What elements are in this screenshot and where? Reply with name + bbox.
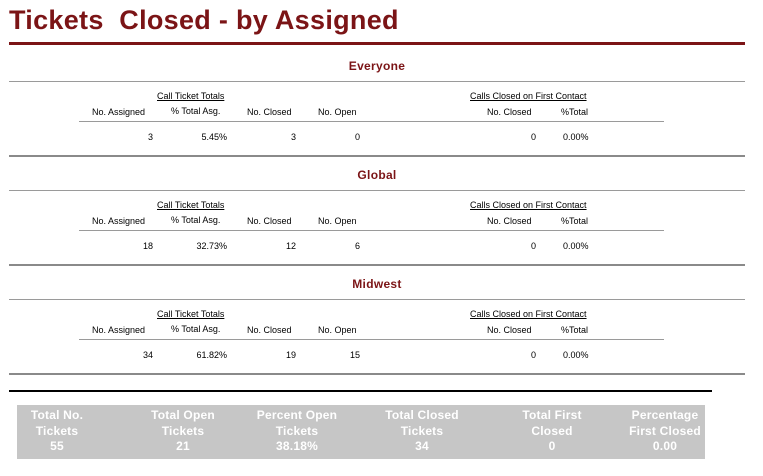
column-header-rule bbox=[79, 339, 664, 340]
summary-percent-open bbox=[245, 408, 349, 455]
value-pct-total-asg: 5.45% bbox=[201, 132, 227, 142]
summary-label-line1: Total No. bbox=[30, 408, 84, 422]
col-fc-no-closed: No. Closed bbox=[487, 216, 532, 226]
summary-total-open bbox=[138, 408, 228, 455]
report-title: Tickets Closed - by Assigned bbox=[9, 5, 399, 35]
col-no-open: No. Open bbox=[318, 216, 357, 226]
col-fc-pct-total: %Total bbox=[561, 107, 589, 117]
value-fc-pct: 0.00% bbox=[563, 241, 589, 251]
col-no-closed: No. Closed bbox=[247, 107, 292, 117]
summary-label-line2: Tickets bbox=[400, 423, 444, 438]
summary-label-line1: Total First bbox=[522, 408, 582, 422]
summary-value: 0 bbox=[548, 439, 556, 453]
summary-label-line2: Tickets bbox=[35, 423, 79, 438]
col-pct-total-asg: % Total Asg. bbox=[171, 215, 221, 225]
summary-value: 55 bbox=[50, 439, 64, 453]
summary-total-first-closed bbox=[507, 408, 597, 455]
summary-top-rule bbox=[9, 390, 712, 392]
group-section bbox=[9, 59, 745, 169]
value-fc-closed: 0 bbox=[530, 350, 536, 360]
group-section bbox=[9, 168, 745, 278]
col-no-open: No. Open bbox=[318, 107, 357, 117]
col-pct-total-asg: % Total Asg. bbox=[171, 106, 221, 116]
group-bottom-rule bbox=[9, 373, 745, 375]
col-no-assigned: No. Assigned bbox=[92, 216, 146, 226]
column-header-rule bbox=[79, 230, 664, 231]
group-bottom-rule bbox=[9, 264, 745, 266]
group-section bbox=[9, 277, 745, 387]
summary-value: 21 bbox=[176, 439, 190, 453]
value-fc-pct: 0.00% bbox=[563, 350, 589, 360]
col-fc-pct-total: %Total bbox=[561, 216, 589, 226]
col-no-assigned: No. Assigned bbox=[92, 325, 146, 335]
value-no-open: 6 bbox=[354, 241, 360, 251]
summary-label-line2: Tickets bbox=[161, 423, 205, 438]
group-name: Midwest bbox=[352, 277, 402, 291]
call-ticket-totals-heading: Call Ticket Totals bbox=[157, 200, 225, 210]
value-no-closed: 19 bbox=[285, 350, 296, 360]
col-fc-no-closed: No. Closed bbox=[487, 107, 532, 117]
summary-total-tickets bbox=[17, 408, 97, 455]
summary-label-line2: Closed bbox=[531, 423, 573, 438]
summary-label-line2: Tickets bbox=[275, 423, 319, 438]
col-no-closed: No. Closed bbox=[247, 325, 292, 335]
group-bottom-rule bbox=[9, 155, 745, 157]
col-fc-pct-total: %Total bbox=[561, 325, 589, 335]
value-fc-pct: 0.00% bbox=[563, 132, 589, 142]
group-header-rule bbox=[9, 299, 745, 300]
first-contact-heading: Calls Closed on First Contact bbox=[470, 309, 587, 319]
value-no-open: 0 bbox=[354, 132, 360, 142]
col-pct-total-asg: % Total Asg. bbox=[171, 324, 221, 334]
value-no-assigned: 3 bbox=[147, 132, 153, 142]
group-header-rule bbox=[9, 190, 745, 191]
summary-label-line1: Total Closed bbox=[385, 408, 459, 422]
summary-label-line2: First Closed bbox=[629, 423, 701, 438]
col-no-open: No. Open bbox=[318, 325, 357, 335]
column-header-rule bbox=[79, 121, 664, 122]
value-fc-closed: 0 bbox=[530, 241, 536, 251]
value-pct-total-asg: 32.73% bbox=[196, 241, 227, 251]
summary-label-line1: Percentage bbox=[631, 408, 699, 422]
summary-label-line1: Percent Open bbox=[256, 408, 338, 422]
col-fc-no-closed: No. Closed bbox=[487, 325, 532, 335]
value-no-closed: 3 bbox=[290, 132, 296, 142]
value-fc-closed: 0 bbox=[530, 132, 536, 142]
col-no-closed: No. Closed bbox=[247, 216, 292, 226]
first-contact-heading: Calls Closed on First Contact bbox=[470, 200, 587, 210]
summary-percentage-first-closed bbox=[617, 408, 713, 455]
group-name: Global bbox=[357, 168, 397, 182]
first-contact-heading: Calls Closed on First Contact bbox=[470, 91, 587, 101]
summary-label-line1: Total Open bbox=[151, 408, 215, 422]
value-no-closed: 12 bbox=[285, 241, 296, 251]
summary-value: 34 bbox=[415, 439, 429, 453]
call-ticket-totals-heading: Call Ticket Totals bbox=[157, 91, 225, 101]
value-no-open: 15 bbox=[349, 350, 360, 360]
summary-value: 38.18% bbox=[276, 439, 318, 453]
group-name: Everyone bbox=[348, 59, 406, 73]
group-header-rule bbox=[9, 81, 745, 82]
value-pct-total-asg: 61.82% bbox=[196, 350, 227, 360]
col-no-assigned: No. Assigned bbox=[92, 107, 146, 117]
summary-value: 0.00 bbox=[652, 439, 678, 453]
call-ticket-totals-heading: Call Ticket Totals bbox=[157, 309, 225, 319]
title-rule bbox=[9, 42, 745, 45]
summary-total-closed bbox=[370, 408, 474, 455]
value-no-assigned: 34 bbox=[142, 350, 153, 360]
summary-band bbox=[17, 405, 705, 459]
value-no-assigned: 18 bbox=[142, 241, 153, 251]
